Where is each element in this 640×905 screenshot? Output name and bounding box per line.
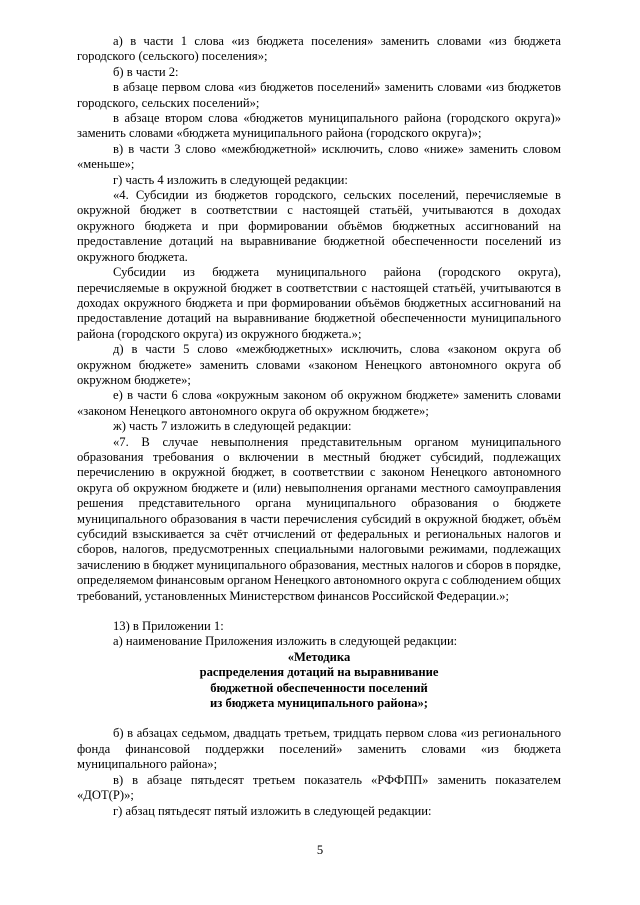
paragraph-13-appendix1: 13) в Приложении 1: — [113, 619, 224, 634]
paragraph-part7-text: «7. В случае невыполнения представительным органом муниципального образования требования о включении в местный бюджет субсидий, подлежащих перечислению в окружной бюджет, в соответствии с законом Ненецкого автономного округа об окружном бюджете и (или) невыполнения органами местного самоуправления решения представительного органа муниципального образования о бюджете муниципального образования в части перечисления субсидий в окружной бюджет, объём субсидий взыскивается за счёт отчислений от федеральных и региональных налогов и сборов, налогов, предусмотренных специальными налоговыми режимами, подлежащих зачислению в бюджет муниципального образования, местных налогов и сборов в порядке, определяемом финансовым органом Ненецкого автономного округа с соблюдением общих требований, установленных Министерством финансов Российской Федерации.»; — [77, 434, 561, 603]
paragraph-v-part3: в) в части 3 слово «межбюджетной» исключить, слово «ниже» заменить словом «меньше»; — [77, 141, 561, 172]
title-line-2: распределения дотаций на выравнивание — [199, 665, 439, 680]
page-number: 5 — [316, 843, 324, 857]
paragraph-g-part4: г) часть 4 изложить в следующей редакции: — [113, 172, 348, 187]
paragraph-a-appendix-name: а) наименование Приложения изложить в следующей редакции: — [113, 634, 458, 649]
paragraph-v-abzac-53: в) в абзаце пятьдесят третьем показатель «РФФПП» заменить показателем «ДОТ(Р)»; — [77, 772, 561, 803]
paragraph-g-abzac-55: г) абзац пятьдесят пятый изложить в следующей редакции: — [113, 803, 432, 818]
paragraph-b-part2: б) в части 2: — [113, 64, 179, 79]
paragraph-gap — [77, 711, 561, 726]
paragraph-zh-part7: ж) часть 7 изложить в следующей редакции: — [113, 419, 352, 434]
paragraph-b-abzac-7-23-31: б) в абзацах седьмом, двадцать третьем, тридцать первом слова «из регионального фонда финансовой поддержки поселений» заменить словами «из бюджета муниципального района»; — [77, 726, 561, 772]
paragraph-e-part6: е) в части 6 слова «окружным законом об окружном бюджете» заменить словами «законом Ненецкого автономного округа об окружном бюджете»; — [77, 388, 561, 418]
title-line-4: из бюджета муниципального района»; — [210, 696, 428, 711]
methodology-title — [77, 650, 561, 712]
paragraph-first-abzac: в абзаце первом слова «из бюджетов поселений» заменить словами «из бюджетов городского, сельских поселений»; — [77, 80, 561, 110]
paragraph-subsidies-district: Субсидии из бюджета муниципального района (городского округа), перечисляемые в окружной бюджет в соответствии с настоящей статьёй, учитываются в доходах окружного бюджета и при формировании объёмов бюджетных ассигнований на предоставление дотаций на выравнивание бюджетной обеспеченности муниципального района (городского округа) из окружного бюджета.»; — [77, 265, 561, 341]
paragraph-d-part5: д) в части 5 слово «межбюджетных» исключить, слова «законом округа об окружном бюджете» заменить словами «законом Ненецкого автономного округа об окружном бюджете»; — [77, 342, 561, 387]
title-line-3: бюджетной обеспеченности поселений — [210, 680, 428, 695]
paragraph-part4-text: «4. Субсидии из бюджетов городского, сельских поселений, перечисляемые в окружной бюджет в соответствии с настоящей статьёй, учитываются в доходах окружного бюджета и при формировании объёмов бюджетных ассигнований на предоставление дотаций на выравнивание бюджетной обеспеченности поселений из окружного бюджета. — [77, 188, 561, 264]
paragraph-second-abzac: в абзаце втором слова «бюджетов муниципального района (городского округа)» заменить словами «бюджета муниципального района (городского округа)»; — [77, 111, 561, 141]
paragraph-gap — [77, 604, 561, 619]
paragraph-a-part1: а) в части 1 слова «из бюджета поселения» заменить словами «из бюджета городского (сельского) поселения»; — [77, 34, 561, 64]
document-page — [77, 34, 561, 819]
title-line-1: «Методика — [287, 649, 351, 664]
